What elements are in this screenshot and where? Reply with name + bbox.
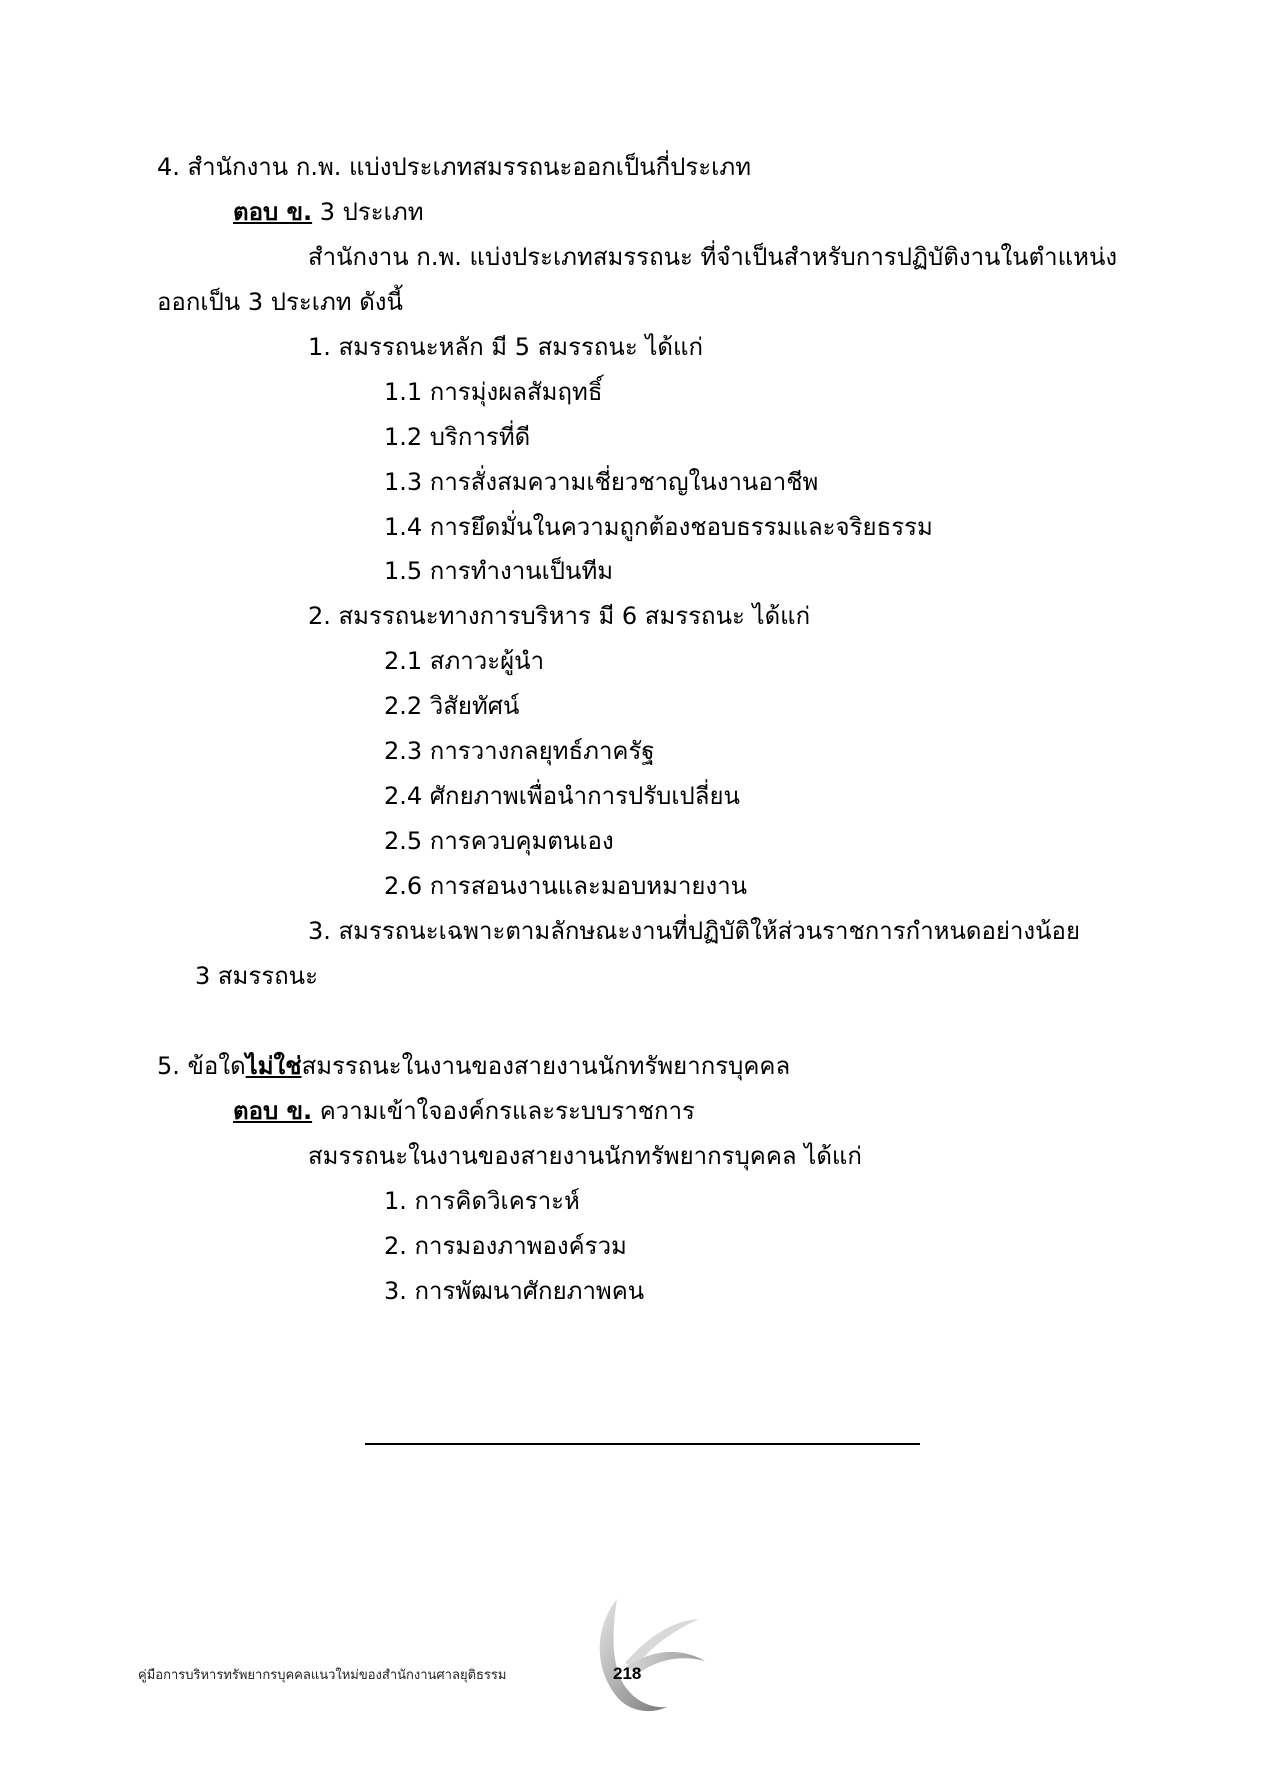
q5-question-emphasis: ไม่ใช่ — [245, 1052, 302, 1080]
list-item: 2.4 ศักยภาพเพื่อนำการปรับเปลี่ยน — [384, 782, 740, 810]
q5-question-suffix: สมรรถนะในงานของสายงานนักทรัพยากรบุคคล — [301, 1052, 791, 1080]
list-item: 2.2 วิสัยทัศน์ — [384, 692, 520, 720]
list-item: 2.6 การสอนงานและมอบหมายงาน — [384, 872, 748, 900]
q4-group1-title: 1. สมรรถนะหลัก มี 5 สมรรถนะ ได้แก่ — [308, 333, 704, 361]
q4-group3-line2: 3 สมรรถนะ — [195, 962, 318, 990]
q4-group2-title: 2. สมรรถนะทางการบริหาร มี 6 สมรรถนะ ได้แก่ — [308, 602, 811, 630]
list-item: 2.5 การควบคุมตนเอง — [384, 827, 614, 855]
section-divider — [365, 1443, 920, 1445]
footer-title: คู่มือการบริหารทรัพยากรบุคคลแนวใหม่ของสำนักงานศาลยุติธรรม — [138, 1668, 507, 1683]
list-item: 1.3 การสั่งสมความเชี่ยวชาญในงานอาชีพ — [384, 468, 819, 496]
list-item: 1. การคิดวิเคราะห์ — [384, 1187, 580, 1215]
list-item: 2. การมองภาพองค์รวม — [384, 1232, 627, 1260]
page-number: 218 — [613, 1664, 642, 1683]
q5-answer-text: ความเข้าใจองค์กรและระบบราชการ — [312, 1097, 695, 1125]
list-item: 1.5 การทำงานเป็นทีม — [384, 557, 614, 585]
list-item: 3. การพัฒนาศักยภาพคน — [384, 1277, 645, 1305]
list-item: 2.3 การวางกลยุทธ์ภาครัฐ — [384, 737, 655, 765]
q5-answer-label: ตอบ ข. — [233, 1097, 313, 1125]
list-item: 1.2 บริการที่ดี — [384, 423, 531, 451]
list-item: 1.1 การมุ่งผลสัมฤทธิ์ — [384, 378, 603, 406]
q4-explain-line1: สำนักงาน ก.พ. แบ่งประเภทสมรรถนะ ที่จำเป็นสำหรับการปฏิบัติงานในตำแหน่ง — [308, 243, 1118, 271]
q5-answer — [233, 1095, 695, 1127]
q4-explain-line2: ออกเป็น 3 ประเภท ดังนี้ — [157, 288, 403, 316]
q5-explain: สมรรถนะในงานของสายงานนักทรัพยากรบุคคล ได้แก่ — [308, 1142, 862, 1170]
q4-question: 4. สำนักงาน ก.พ. แบ่งประเภทสมรรถนะออกเป็นกี่ประเภท — [157, 153, 752, 181]
swoosh-logo-icon — [555, 1597, 715, 1717]
q5-question-prefix: 5. ข้อใด — [157, 1052, 246, 1080]
q5-question — [157, 1050, 790, 1082]
list-item: 1.4 การยึดมั่นในความถูกต้องชอบธรรมและจริยธรรม — [384, 513, 933, 541]
q4-answer-label: ตอบ ข. — [233, 198, 313, 226]
list-item: 2.1 สภาวะผู้นำ — [384, 647, 545, 675]
q4-answer-text: 3 ประเภท — [312, 198, 424, 226]
q4-answer — [233, 196, 424, 228]
q4-group3-line1: 3. สมรรถนะเฉพาะตามลักษณะงานที่ปฏิบัติให้ส่วนราชการกำหนดอย่างน้อย — [308, 917, 1081, 945]
